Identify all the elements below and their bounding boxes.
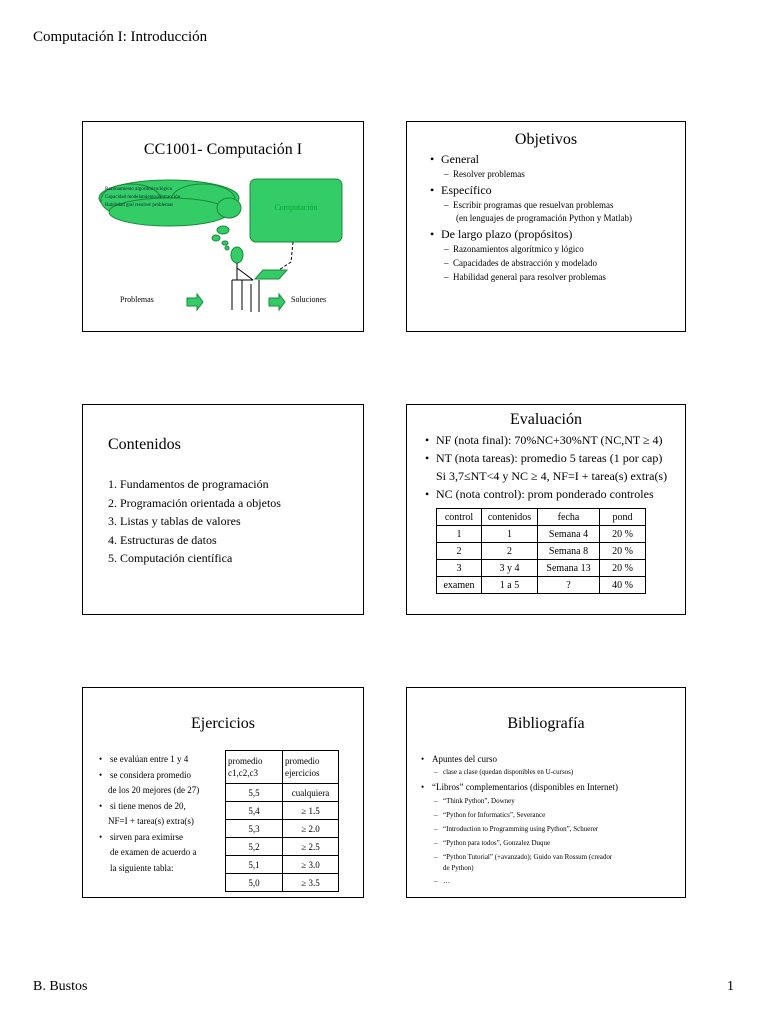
bullet-apuntes: • Apuntes del curso [432,752,618,766]
cloud-text [105,186,180,210]
table-cell: 5,3 [226,820,283,838]
book-item: – “Python for Informatics”, Severance [443,809,618,821]
table-row [226,838,339,856]
table-cell: Semana 8 [538,543,600,560]
slide-title: CC1001- Computación I [143,141,303,158]
book-item: – … [443,875,618,887]
table-header: pond [600,509,646,526]
sub-bullet: – Resolver problemas [453,169,632,179]
table-cell: ≥ 3.5 [283,874,339,892]
list-item: 5. Computación científica [108,551,233,565]
table-header [226,751,283,784]
problems-label: Problemas [120,295,154,304]
bullet-cont: de examen de acuerdo a [110,847,197,857]
table-cell: 3 [437,560,482,577]
table-cell: ≥ 3.0 [283,856,339,874]
table-row [226,784,339,802]
slide-contenidos [82,404,364,615]
slide-cc1001 [82,121,364,332]
table-cell: cualquiera [283,784,339,802]
table-row [437,543,646,560]
bullet-cont: NF=I + tarea(s) extra(s) [108,816,194,826]
bullet: • se considera promedio [110,768,199,784]
table-header-row [226,751,339,784]
slide-title: Evaluación [510,411,582,428]
book-item: – “Python para todos”, Gonzalez Duque [443,837,618,849]
bullet-cont: de los 20 mejores (de 27) [108,785,200,795]
header-line: promedio [228,756,263,766]
book-item: – “Think Python”, Downey [443,795,618,807]
table-cell: 1 [482,526,538,543]
bullet: • sirven para eximirse [110,830,199,846]
bullet: • si tiene menos de 20, [110,799,199,815]
solutions-label: Soluciones [291,295,327,304]
table-row [226,856,339,874]
header-line: ejercicios [285,768,320,778]
book-item: – “Python Tutorial” (+avanzado); Guido van Rossum (creador [443,851,618,863]
slide-bibliografia [406,687,686,898]
table-cell: 5,1 [226,856,283,874]
table-row [226,820,339,838]
table-cell: ? [538,577,600,594]
table-cell: 5,4 [226,802,283,820]
cloud-line: Capacidad modelamiento/abstracción [105,195,181,200]
thought-bubbles-icon [212,226,229,250]
ejercicios-table [225,750,339,892]
bullet-cont: la siguiente tabla: [110,862,174,873]
table-cell: 1 [437,526,482,543]
table-header-row [437,509,646,526]
table-cell: 2 [482,543,538,560]
slide-title: Bibliografía [507,715,585,732]
table-cell: 1 a 5 [482,577,538,594]
header-line: promedio [285,756,320,766]
sub-bullet: – Razonamientos algorítmico y lógico [453,244,632,254]
slide-objetivos [406,121,686,332]
cloud-line: Razonamiento algorítmico/lógico [105,187,173,192]
book-item-cont: de Python) [443,864,474,872]
table-cell: 2 [437,543,482,560]
table-cell: 40 % [600,577,646,594]
table-cell: 5,0 [226,874,283,892]
book-item: – “Introduction to Programming using Python”, Schuerer [443,823,618,835]
table-header: contenidos [482,509,538,526]
bullet-nc: • NC (nota control): prom ponderado controles [436,485,667,503]
bullet-largo-plazo: • De largo plazo (propósitos) [441,227,632,242]
table-cell: 20 % [600,560,646,577]
bullet: • se evalúan entre 1 y 4 [110,752,199,768]
bullet-nt: • NT (nota tareas): promedio 5 tareas (1 por cap) [436,449,667,467]
table-header: fecha [538,509,600,526]
arrow-right-icon [187,294,203,310]
author: B. Bustos [33,979,88,994]
table-cell: Semana 4 [538,526,600,543]
table-cell: 20 % [600,526,646,543]
table-cell: Semana 13 [538,560,600,577]
table-row [437,526,646,543]
table-cell: 5,5 [226,784,283,802]
bullet-especifico: • Específico [441,183,632,198]
header-line: c1,c2,c3 [228,768,258,778]
sub-bullet: – Capacidades de abstracción y modelado [453,258,632,268]
bullet-nf: • NF (nota final): 70%NC+30%NT (NC,NT ≥ 4) [436,431,667,449]
sub-bullet: – Escribir programas que resuelvan problemas [453,200,632,210]
list-item: 3. Listas y tablas de valores [108,514,241,528]
page-number: 1 [727,979,734,994]
list-item: 4. Estructuras de datos [108,532,217,547]
table-row [437,560,646,577]
slide-ejercicios [82,687,364,898]
bullet-nt-cont: Si 3,7≤NT<4 y NC ≥ 4, NF=I + tarea(s) extra(s) [436,469,668,483]
sub-bullet: – clase a clase (quedan disponibles en U-cursos) [443,766,618,778]
table-cell: 5,2 [226,838,283,856]
page-header: Computación I: Introducción [33,29,208,45]
table-cell: 20 % [600,543,646,560]
arrow-right-icon [269,294,285,310]
table-cell: ≥ 2.5 [283,838,339,856]
slide-title: Ejercicios [191,715,255,732]
computacion-label: Computación [274,203,318,212]
table-header [283,751,339,784]
sub-bullet-cont: (en lenguajes de programación Python y Matlab) [456,213,632,223]
table-row [226,802,339,820]
sub-bullet: – Habilidad general para resolver problemas [453,272,632,282]
list-item: 2. Programación orientada a objetos [108,495,281,510]
table-cell: 3 y 4 [482,560,538,577]
table-cell: examen [437,577,482,594]
slide-title: Contenidos [108,436,181,453]
slide-title: Objetivos [514,131,578,148]
table-header: control [437,509,482,526]
bullet-libros: • “Libros” complementarios (disponibles en Internet) [432,780,618,794]
evaluation-table [436,508,646,594]
table-row [437,577,646,594]
slide-evaluacion [406,404,686,615]
laptop-icon [255,270,287,279]
cloud-line: Habilidad gral resolver problemas [105,203,174,208]
table-cell: ≥ 2.0 [283,820,339,838]
bullet-general: • General [441,152,632,167]
list-item: 1. Fundamentos de programación [108,477,269,491]
table-cell: ≥ 1.5 [283,802,339,820]
table-row [226,874,339,892]
